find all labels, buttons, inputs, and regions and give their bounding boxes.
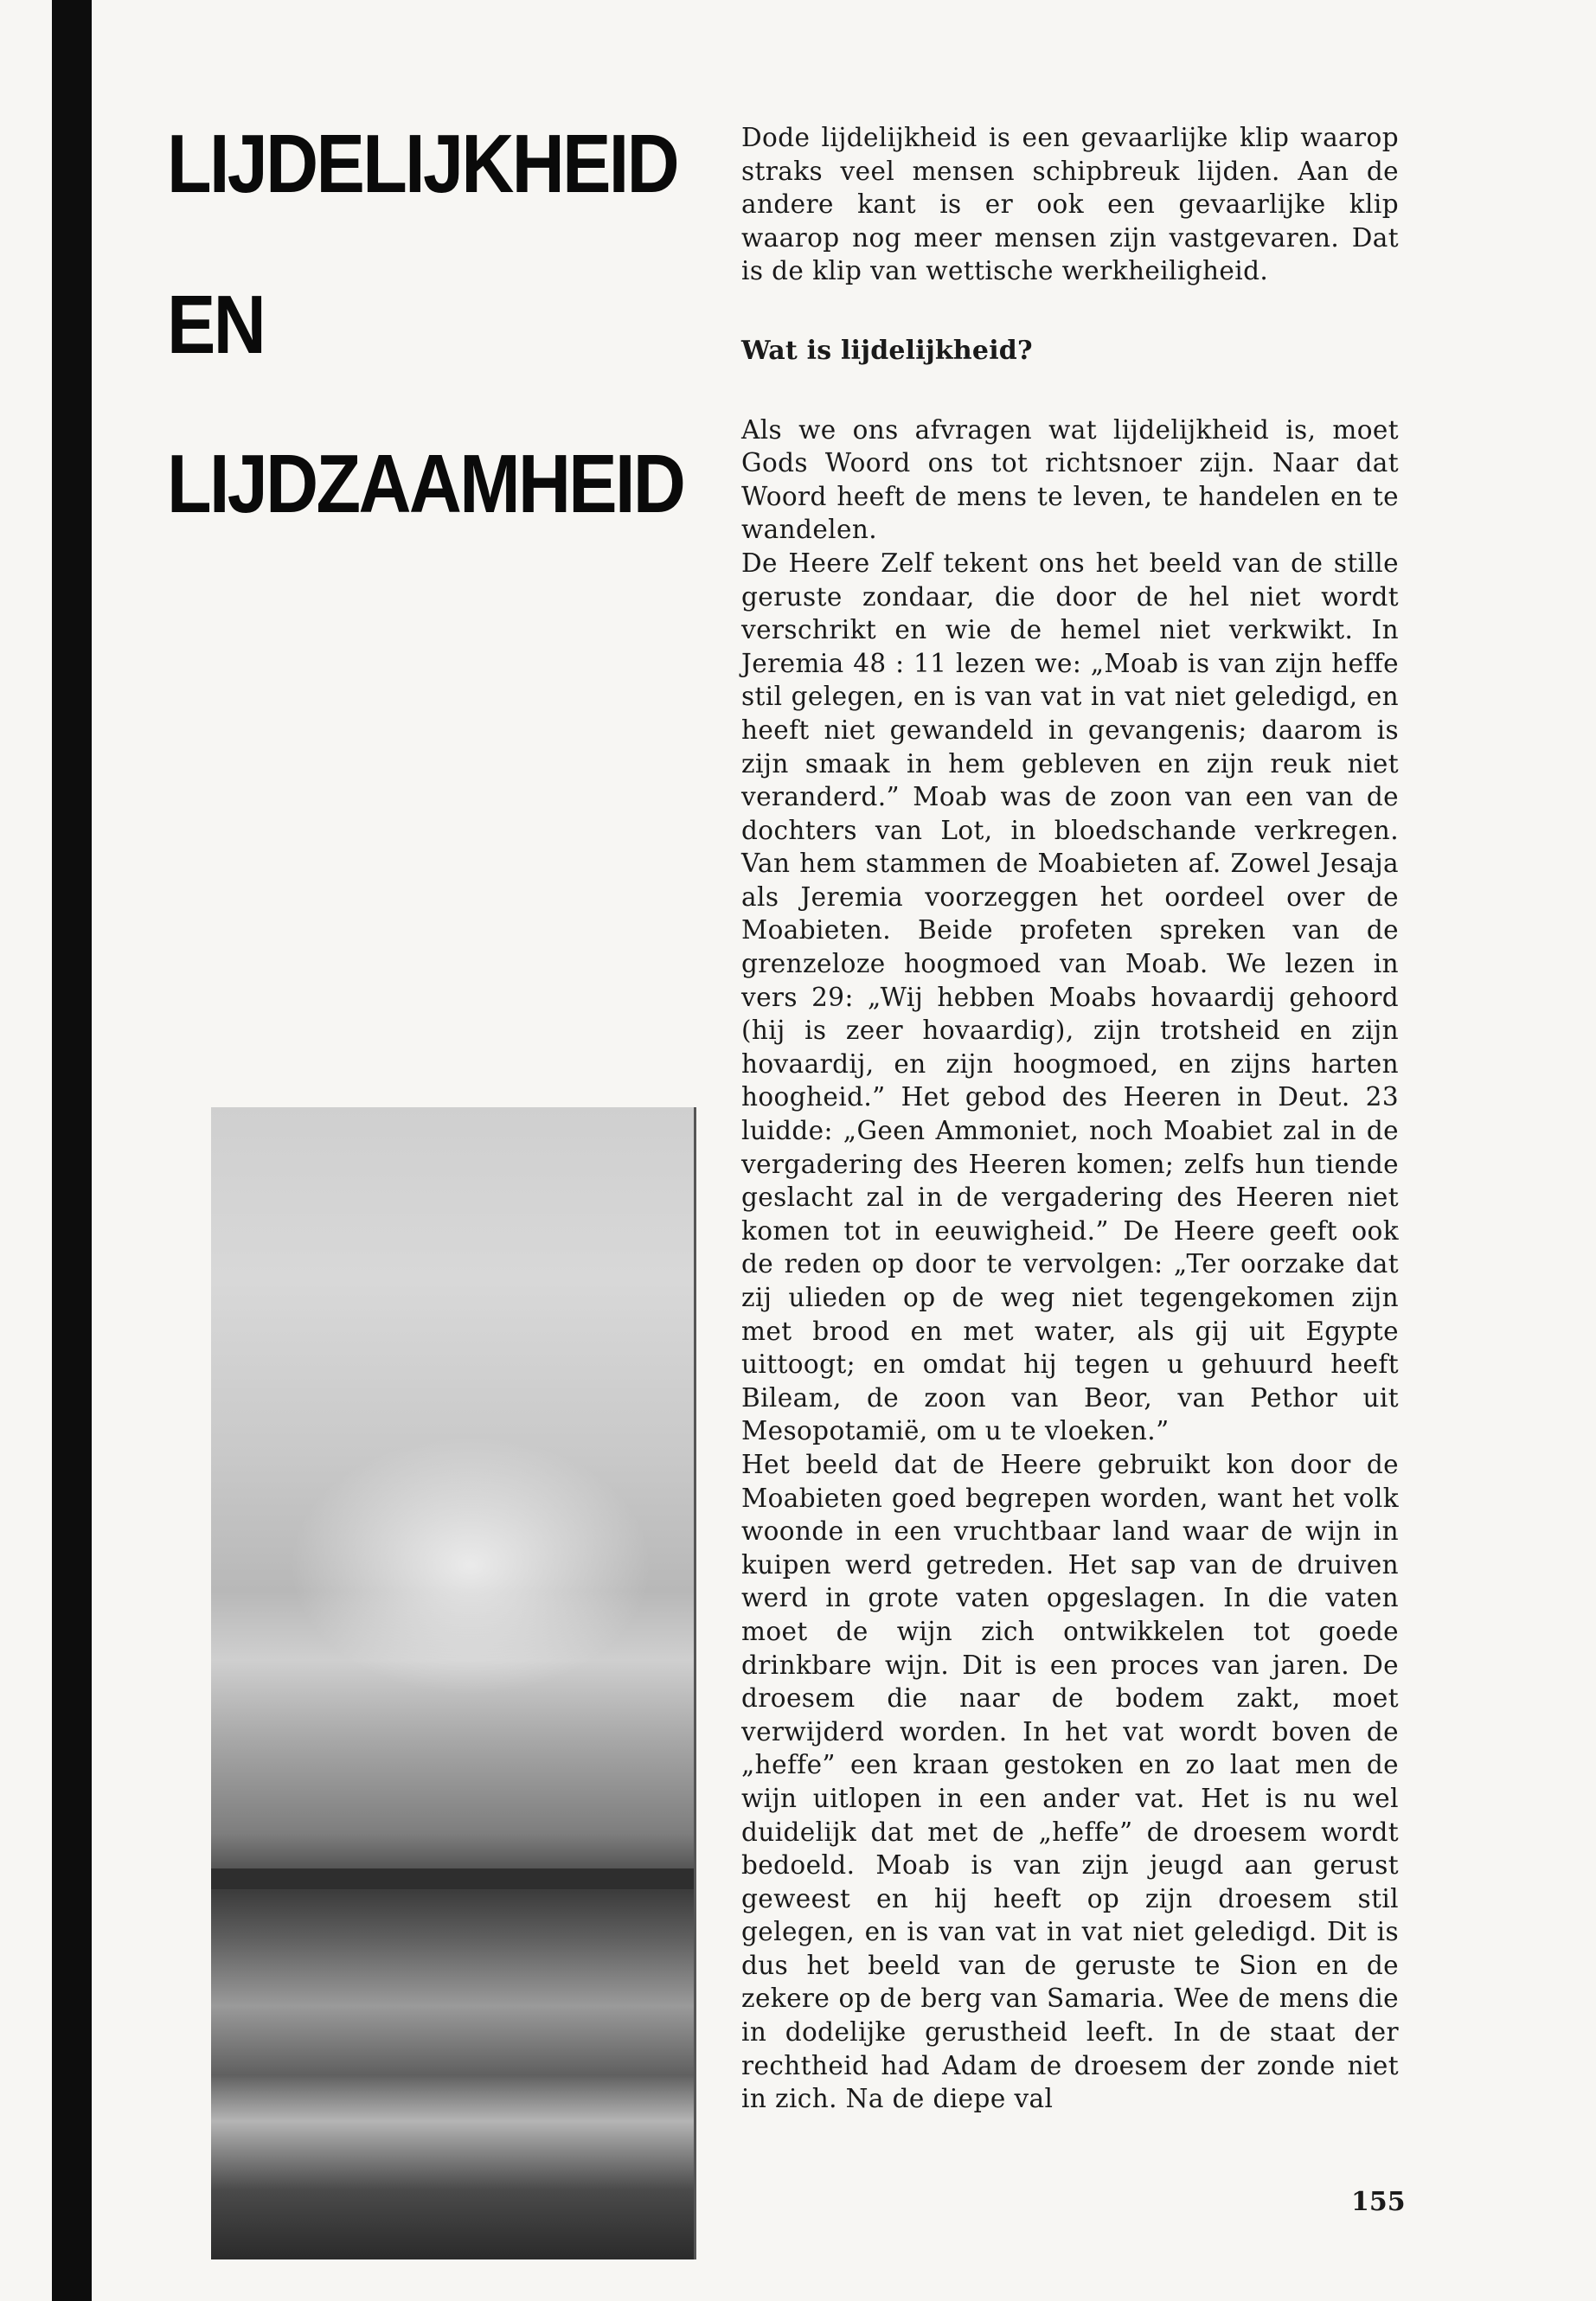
photo-cloud-highlight xyxy=(289,1436,652,1695)
section-heading: Wat is lijdelijkheid? xyxy=(741,335,1033,366)
body-paragraph-2: De Heere Zelf tekent ons het beeld van de stille geruste zondaar, die door de hel niet wordt verschrikt en wie de hemel niet verkwikt. In Jeremia 48 : 11 lezen we: „Moab is van zijn heffe stil gelegen, en is van vat in vat niet geledigd, en heeft niet gewandeld in gevangenis; daarom is zijn smaak in hem gebleven en zijn reuk niet veranderd.” Moab was de zoon van een van de dochters van Lot, in bloedschande verkregen. Van hem stammen de Moabieten af. Zowel Jesaja als Jeremia voorzeggen het oordeel over de Moabieten. Beide profeten spreken van de grenzeloze hoogmoed van Moab. We lezen in vers 29: „Wij hebben Moabs hovaardij gehoord (hij is zeer hovaardig), zijn trotsheid en zijn hovaardij, en zijn hoogmoed, en zijns harten hoogheid.” Het gebod des Heeren in Deut. 23 luidde: „Geen Ammoniet, noch Moabiet zal in de vergadering des Heeren komen; zelfs hun tiende geslacht zal in de vergadering des Heeren niet komen tot in eeuwigheid.” De Heere geeft ook de reden op door te vervolgen: „Ter oorzake dat zij ulieden op de weg niet tegengekomen zijn met brood en met water, als gij uit Egypte uittoogt; en omdat hij tegen u gehuurd heeft Bileam, de zoon van Beor, van Pethor uit Mesopotamië, om u te vloeken.” xyxy=(741,548,1399,1446)
title-line-1: LIJDELIJKHEID xyxy=(167,118,677,210)
article-title xyxy=(167,118,684,530)
article-body xyxy=(741,121,1399,2116)
page-number: 155 xyxy=(1351,2187,1406,2217)
body-paragraph-1: Als we ons afvragen wat lijdelijkheid is, moet Gods Woord ons tot richtsnoer zijn. Naar dat Woord heeft de mens te leven, te handelen en te wandelen. xyxy=(741,414,1399,545)
body-paragraph-3: Het beeld dat de Heere gebruikt kon door de Moabieten goed begrepen worden, want het volk woonde in een vruchtbaar land waar de wijn in kuipen werd getreden. Het sap van de druiven werd in grote vaten opgeslagen. In die vaten moet de wijn zich ontwikkelen tot goede drinkbare wijn. Dit is een proces van jaren. De droesem die naar de bodem zakt, moet verwijderd worden. In het vat wordt boven de „heffe” een kraan gestoken en zo laat men de wijn uitlopen in een ander vat. Het is nu wel duidelijk dat met de „heffe” de droesem wordt bedoeld. Moab is van zijn jeugd aan gerust geweest en hij heeft op zijn droesem stil gelegen, en is van vat in vat niet geledigd. Dit is dus het beeld van de geruste te Sion en de zekere op de berg van Samaria. Wee de mens die in dodelijke gerustheid leeft. In de staat der rechtheid had Adam de droesem der zonde niet in zich. Na de diepe val xyxy=(741,1449,1399,2114)
title-line-2: EN xyxy=(167,279,265,371)
sea-photograph xyxy=(211,1107,696,2259)
black-page-edge xyxy=(52,0,92,2301)
photo-horizon xyxy=(211,1868,694,1889)
title-line-3: LIJDZAAMHEID xyxy=(167,438,684,530)
intro-paragraph: Dode lijdelijkheid is een gevaarlijke klip waarop straks veel mensen schipbreuk lijden. Aan de andere kant is er ook een gevaarlijke klip waarop nog meer mensen zijn vastgevaren. Dat is de klip van wettische werkheiligheid. xyxy=(741,123,1399,286)
